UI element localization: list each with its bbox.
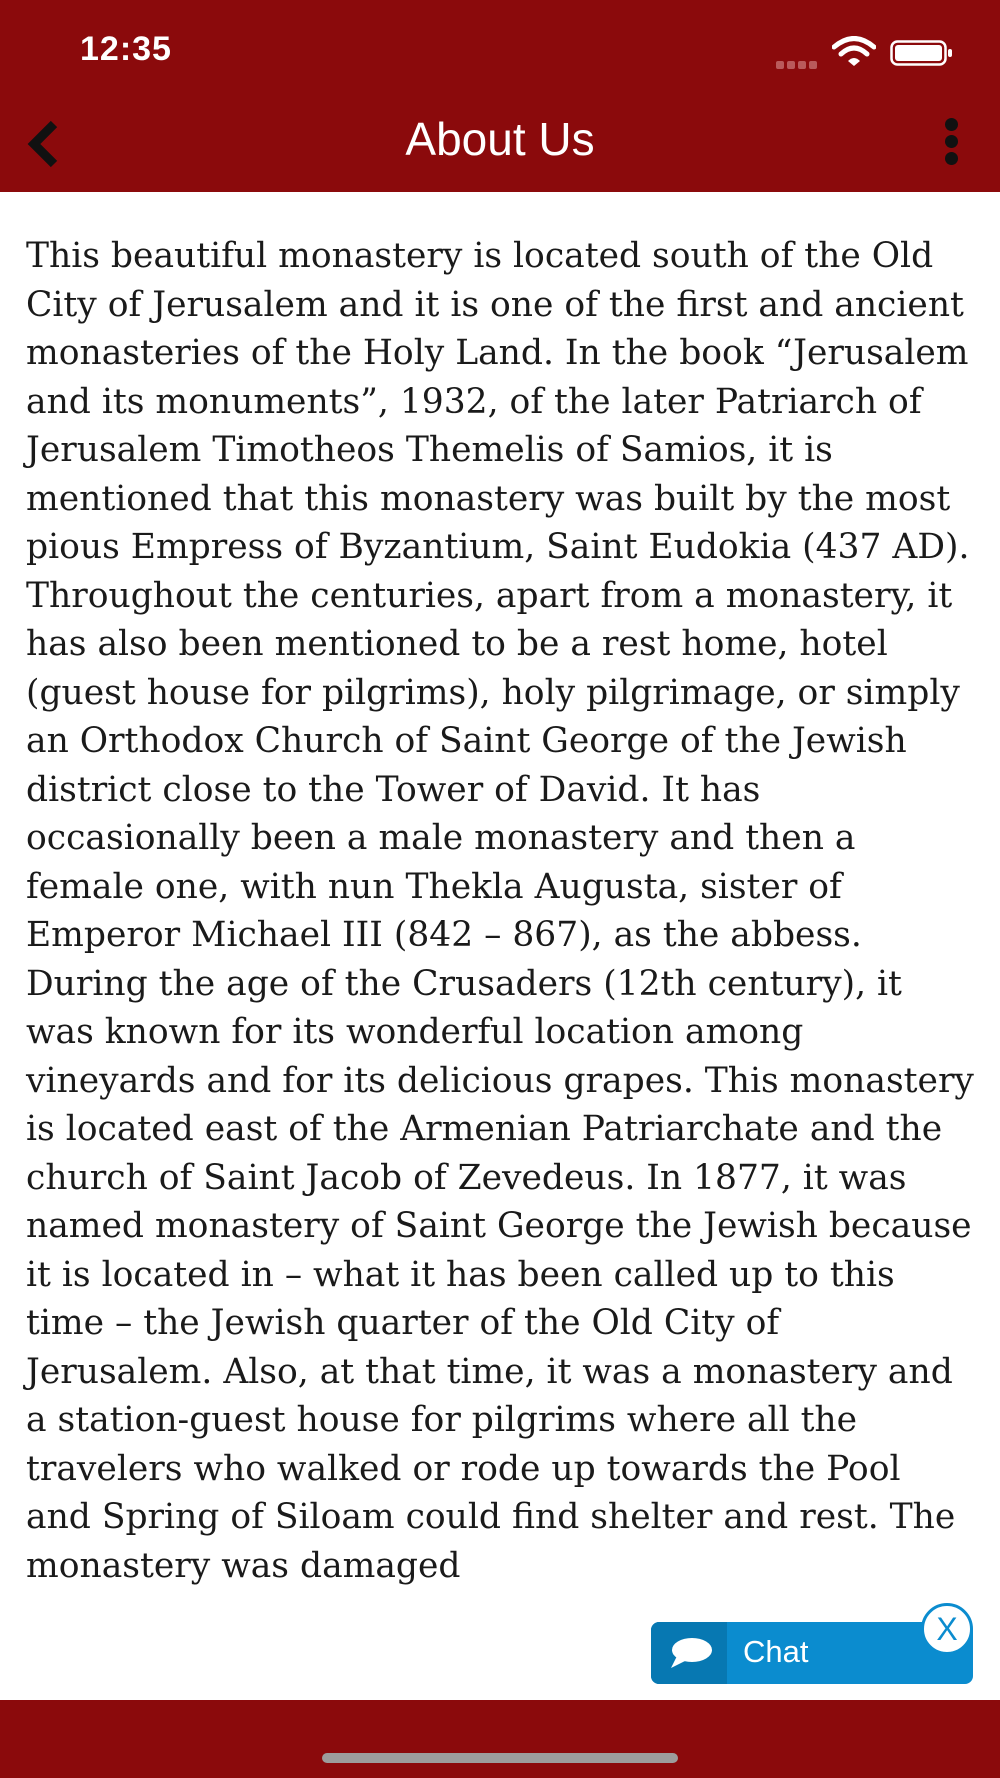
chat-close-button[interactable]: X [921, 1603, 973, 1655]
battery-icon [890, 40, 954, 66]
wifi-icon [832, 36, 876, 66]
more-options-button[interactable] [930, 118, 972, 168]
status-time: 12:35 [80, 30, 172, 68]
bottom-bar [0, 1700, 1000, 1778]
back-button[interactable] [24, 118, 80, 170]
chat-icon-container [651, 1622, 727, 1684]
about-content[interactable] [0, 192, 1000, 1700]
page-title: About Us [405, 113, 595, 165]
about-body-text: This beautiful monastery is located south of the Old City of Jerusalem and it is one of the first and ancient monasteries of the Holy Land. In the book “Jerusalem and its monuments”, 1932, of the later Patriarch of Jerusalem Timotheos Themelis of Samios, it is mentioned that this monastery was built by the most pious Empress of Byzantium, Saint Eudokia (437 AD). Throughout the centuries, apart from a monastery, it has also been mentioned to be a rest home, hotel (guest house for pilgrims), holy pilgrimage, or simply an Orthodox Church of Saint George of the Jewish district close to the Tower of David. It has occasionally been a male monastery and then a female one, with nun Thekla Augusta, sister of Emperor Michael III (842 – 867), as the abbess. During the age of the Crusaders (12th century), it was known for its wonderful location among vineyards and for its delicious grapes. This monastery is located east of the Armenian Patriarchate and the church of Saint Jacob of Zevedeus. In 1877, it was named monastery of Saint George the Jewish because it is located in – what it has been called up to this time – the Jewish quarter of the Old City of Jerusalem. Also, at that time, it was a monastery and a station-guest house for pilgrims where all the travelers who walked or rode up towards the Pool and Spring of Siloam could find shelter and rest. The monastery was damaged [26, 236, 974, 1586]
chevron-left-icon [24, 118, 80, 170]
cellular-signal-icon [776, 56, 820, 66]
app-header [0, 0, 1000, 192]
more-vertical-icon [930, 118, 972, 165]
home-indicator[interactable] [322, 1753, 678, 1763]
chat-bubble-icon [669, 1636, 713, 1670]
chat-label: Chat [743, 1634, 809, 1669]
